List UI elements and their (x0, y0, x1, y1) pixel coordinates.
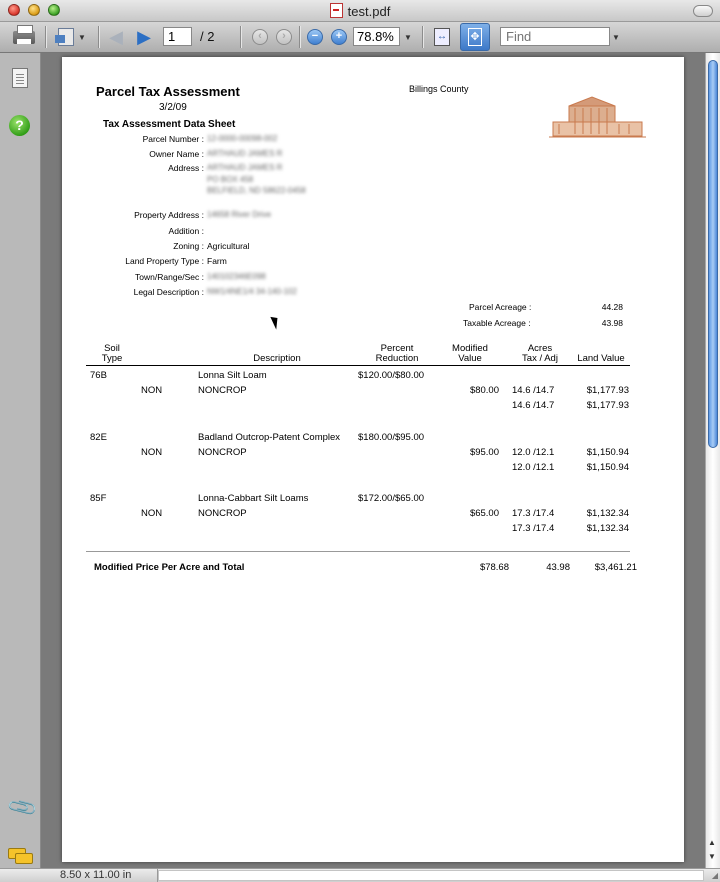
land-value: $1,177.93 (586, 400, 629, 411)
tool-mode-button[interactable] (52, 25, 92, 49)
scroll-down-icon[interactable]: ▼ (708, 852, 716, 861)
toolbar-separator (240, 26, 241, 48)
soil-description: Lonna-Cabbart Silt Loams (198, 493, 309, 504)
field-label: Zoning : (173, 241, 204, 251)
title-bar (0, 0, 720, 22)
fit-width-icon (434, 28, 450, 46)
land-value: $1,177.93 (586, 385, 629, 396)
table-header-rule (86, 365, 630, 366)
total-label: Modified Price Per Acre and Total (94, 562, 245, 573)
doc-date: 3/2/09 (159, 102, 187, 113)
toolbar (0, 22, 720, 53)
comments-icon[interactable] (8, 848, 32, 864)
vertical-scrollbar[interactable] (705, 53, 720, 868)
field-value: ARTHAUD JAMES R (207, 149, 283, 158)
horizontal-scrollbar[interactable] (158, 870, 704, 881)
field-value: 12-0000-00098-002 (207, 134, 278, 143)
land-value: $1,132.34 (586, 508, 629, 519)
fit-width-button[interactable] (430, 25, 454, 49)
document-page (62, 57, 684, 862)
field-label: Property Address : (134, 210, 204, 220)
print-button[interactable] (10, 25, 38, 49)
search-input[interactable] (500, 27, 610, 46)
header-modified-value: Modified Value (452, 343, 488, 364)
scroll-thumb[interactable] (708, 60, 718, 448)
field-value: BELFIELD, ND 58622-0458 (207, 186, 306, 195)
modified-value: $95.00 (469, 447, 499, 458)
acres-tax-adj: 14.6 /14.7 (512, 400, 555, 411)
minus-icon: − (307, 29, 323, 45)
percent-reduction: $172.00/$65.00 (358, 493, 425, 504)
header-percent-reduction: Percent Reduction (375, 343, 419, 364)
zoom-dropdown-icon[interactable]: ▼ (404, 33, 412, 42)
acres-tax-adj: 17.3 /17.4 (512, 523, 555, 534)
soil-code: 82E (90, 432, 107, 443)
left-sidebar (0, 53, 41, 868)
sub-code: NON (141, 447, 163, 458)
doc-subtitle: Tax Assessment Data Sheet (103, 119, 236, 130)
sub-code: NON (141, 508, 163, 519)
acres-tax-adj: 17.3 /17.4 (512, 508, 555, 519)
courthouse-seal-image (549, 94, 646, 140)
field-label: Legal Description : (133, 287, 204, 297)
doc-title: Parcel Tax Assessment (96, 84, 240, 99)
percent-reduction: $180.00/$95.00 (358, 432, 425, 443)
status-bar (0, 868, 720, 882)
first-page-button[interactable] (250, 25, 270, 49)
sub-description: NONCROP (198, 385, 247, 396)
percent-reduction: $120.00/$80.00 (358, 370, 425, 381)
modified-value: $65.00 (469, 508, 499, 519)
acres-tax-adj: 12.0 /12.1 (512, 462, 555, 473)
toolbar-toggle-button[interactable] (693, 5, 713, 17)
window-title: test.pdf (347, 4, 391, 19)
field-value: 14658 River Drive (207, 210, 272, 219)
chevron-down-icon: ▼ (78, 32, 86, 42)
soil-code: 85F (90, 493, 107, 504)
total-land-value: $3,461.21 (594, 562, 637, 573)
search-options-icon[interactable]: ▼ (612, 33, 620, 42)
field-value: Agricultural (207, 241, 250, 251)
zoom-in-button[interactable] (329, 25, 349, 49)
acres-tax-adj: 12.0 /12.1 (512, 447, 555, 458)
land-value: $1,150.94 (586, 447, 629, 458)
arrow-right-icon: ▶ (137, 27, 151, 47)
field-label: Address : (168, 163, 204, 173)
toolbar-separator (98, 26, 99, 48)
field-value: ARTHAUD JAMES R (207, 163, 283, 172)
soil-description: Lonna Silt Loam (198, 370, 267, 381)
printer-icon (13, 31, 35, 44)
fit-page-icon (468, 28, 482, 46)
mouse-cursor (270, 314, 281, 329)
header-acres: Acres Tax / Adj (522, 343, 558, 364)
parcel-acreage-value: 44.28 (601, 302, 623, 312)
soil-code: 76B (90, 370, 107, 381)
taxable-acreage-value: 43.98 (601, 318, 623, 328)
soil-description: Badland Outcrop-Patent Complex (198, 432, 341, 443)
field-value: 140102346E098 (207, 272, 266, 281)
previous-page-button[interactable] (104, 25, 128, 49)
field-label: Addition : (168, 226, 204, 236)
help-icon[interactable]: ? (9, 115, 30, 136)
field-value: PO BOX 458 (207, 175, 254, 184)
county-name: Billings County (409, 84, 469, 94)
acres-tax-adj: 14.6 /14.7 (512, 385, 555, 396)
page-thumbnails-icon[interactable] (12, 68, 28, 88)
field-label: Owner Name : (149, 149, 204, 159)
fit-page-button[interactable] (460, 23, 490, 51)
modified-value: $80.00 (469, 385, 499, 396)
resize-grip-icon[interactable]: ◢ (711, 871, 718, 880)
zoom-level-input[interactable] (353, 27, 400, 46)
page-size-label: 8.50 x 11.00 in (40, 869, 158, 882)
field-label: Town/Range/Sec : (135, 272, 204, 282)
header-description: Description (253, 353, 301, 364)
header-land-value: Land Value (577, 353, 625, 364)
field-label: Land Property Type : (125, 256, 204, 266)
sub-description: NONCROP (198, 447, 247, 458)
window-title-wrap (0, 3, 720, 19)
page-number-input[interactable] (163, 27, 192, 46)
pdf-file-icon (330, 3, 343, 18)
text-tool-icon (58, 28, 74, 46)
field-value: Farm (207, 256, 227, 266)
toolbar-separator (422, 26, 423, 48)
land-value: $1,150.94 (586, 462, 629, 473)
sub-code: NON (141, 385, 163, 396)
page-total: / 2 (200, 29, 215, 44)
header-soil-type: Soil Type (101, 343, 123, 364)
toolbar-separator (299, 26, 300, 48)
attachments-icon[interactable]: 📎 (6, 791, 40, 825)
field-value: NW1/4NE1/4 34-140-102 (207, 287, 297, 296)
taxable-acreage-label: Taxable Acreage : (463, 318, 531, 328)
total-modified: $78.68 (479, 562, 509, 573)
zoom-out-button[interactable] (305, 25, 325, 49)
next-page-button[interactable] (132, 25, 156, 49)
last-page-button[interactable] (274, 25, 294, 49)
arrow-left-icon: ◀ (109, 27, 123, 47)
skip-back-icon: ‹ (252, 29, 268, 45)
land-value: $1,132.34 (586, 523, 629, 534)
plus-icon: + (331, 29, 347, 45)
field-label: Parcel Number : (142, 134, 204, 144)
total-rule (86, 551, 630, 552)
total-acres: 43.98 (546, 562, 570, 573)
parcel-acreage-label: Parcel Acreage : (469, 302, 532, 312)
toolbar-separator (45, 26, 46, 48)
skip-forward-icon: › (276, 29, 292, 45)
sub-description: NONCROP (198, 508, 247, 519)
scroll-up-icon[interactable]: ▲ (708, 838, 716, 847)
